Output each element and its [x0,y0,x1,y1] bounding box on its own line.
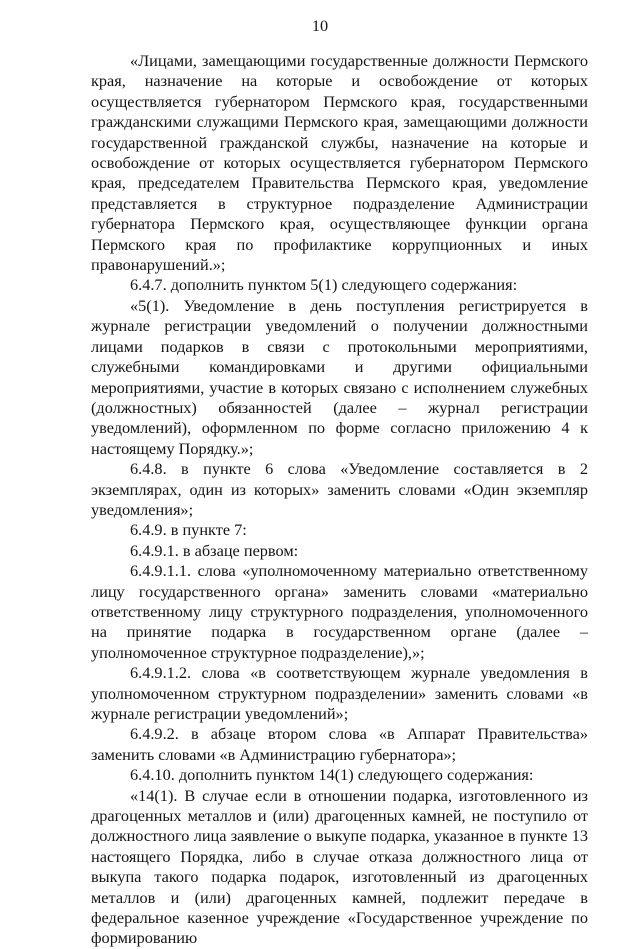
page-number: 10 [311,16,329,35]
paragraph-quote-persons: «Лицами, замещающими государственные должности Пермского края, назначение на которые и освобождение от которых осуществляется губернатором Пермского края, государственными гражданскими служащими Пермского края, замещающими должности государственной гражданской службы, назначение на которые и освобождение от которых осуществляется губернатором Пермского края, председателем Правительства Пермского края, уведомление представляется в структурное подразделение Администрации губернатора Пермского края, осуществляющее функции органа Пермского края по профилактике коррупционных и иных правонарушений.»; [91,51,588,275]
paragraph-6-4-9-1-2: 6.4.9.1.2. слова «в соответствующем журнале уведомления в уполномоченном структурном подразделении» заменить словами «в журнале регистрации уведомлений»; [91,663,588,723]
paragraph-6-4-8: 6.4.8. в пункте 6 слова «Уведомление составляется в 2 экземплярах, один из которых» заменить словами «Один экземпляр уведомления»; [91,459,588,519]
paragraph-quote-14-1: «14(1). В случае если в отношении подарка, изготовленного из драгоценных металлов и (или) драгоценных камней, не поступило от должностного лица заявление о выкупе подарка, указанное в пункте 13 настоящего Порядка, либо в случае отказа должностного лица от выкупа такого подарка подарок, изготовленный из драгоценных металлов и (или) драгоценных камней, подлежит передаче в федеральное казенное учреждение «Государственное учреждение по формированию [91,785,588,948]
paragraph-6-4-9-1-1: 6.4.9.1.1. слова «уполномоченному материально ответственному лицу государственного органа» заменить словами «материально ответственному лицу структурного подразделения, уполномоченного на принятие подарка в государственном органе (далее – уполномоченное структурное подразделение),»; [91,561,588,662]
paragraph-6-4-9-1: 6.4.9.1. в абзаце первом: [130,540,299,560]
paragraph-quote-5-1: «5(1). Уведомление в день поступления регистрируется в журнале регистрации уведомлений о получении должностными лицами подарков в связи с протокольными мероприятиями, служебными командировками и другими официальными мероприятиями, участие в которых связано с исполнением служебных (должностных) обязанностей (далее – журнал регистрации уведомлений), оформленном по форме согласно приложению 4 к настоящему Порядку.»; [91,295,588,458]
paragraph-6-4-9-2: 6.4.9.2. в абзаце втором слова «в Аппарат Правительства» заменить словами «в Администрацию губернатора»; [91,724,588,764]
document-body [91,51,588,949]
paragraph-6-4-9: 6.4.9. в пункте 7: [130,520,247,540]
paragraph-6-4-7: 6.4.7. дополнить пунктом 5(1) следующего содержания: [130,275,518,295]
paragraph-6-4-10: 6.4.10. дополнить пунктом 14(1) следующего содержания: [130,765,534,785]
